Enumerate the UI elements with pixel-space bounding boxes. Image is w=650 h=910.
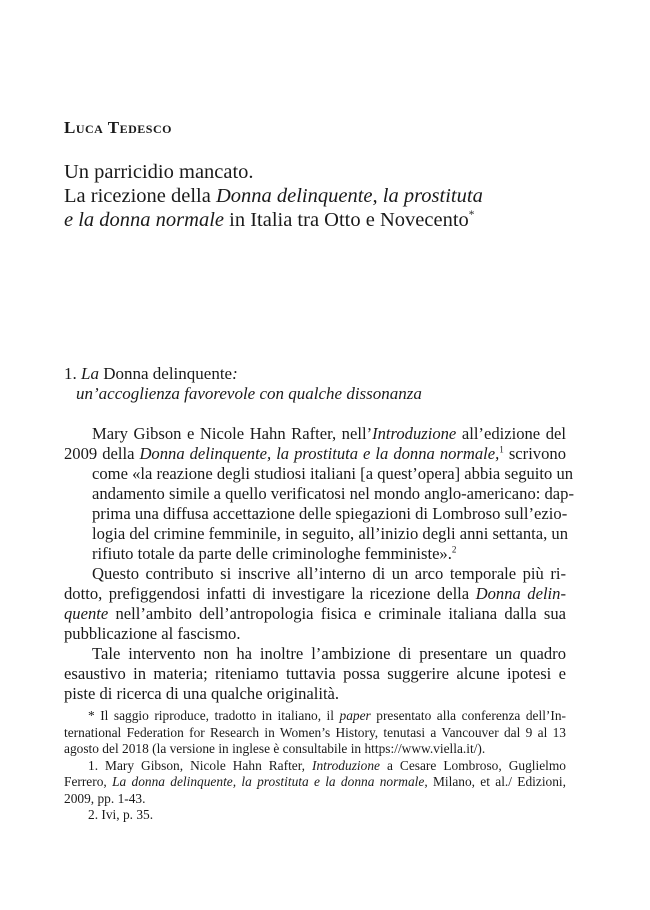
- section-subtitle: un’accoglienza favorevole con qualche dissonanza: [76, 384, 422, 403]
- footnote-line: 2009, pp. 1-43.: [64, 790, 146, 806]
- body-text: [64, 424, 574, 704]
- text-line: 2009 della Donna delinquente, la prostituta e la donna normale,$^1$ scrivono: [64, 444, 566, 463]
- text-line: quente nell’ambito dell’antropologia fisica e criminale italiana dalla sua: [64, 604, 566, 623]
- text-line: logia del crimine femminile, in seguito, all’inizio degli anni settanta, un: [92, 524, 569, 543]
- article-title: [64, 160, 584, 232]
- text-line: andamento simile a quello verificatosi nel mondo anglo-americano: dap-: [92, 484, 574, 503]
- title-line-2: [64, 184, 584, 208]
- footnote-2: 2. Ivi, p. 35.: [88, 807, 154, 822]
- text-line: dotto, prefiggendosi infatti di investigare la ricezione della Donna delin-: [64, 584, 566, 603]
- footnote-star: * Il saggio riproduce, tradotto in italiano, il paper presentato alla conferenza dell’In-: [88, 708, 566, 723]
- title-text: in Italia tra Otto e Novecento: [224, 209, 469, 231]
- title-line-3: [64, 208, 584, 232]
- footnotes: [64, 708, 566, 824]
- text-line: Mary Gibson e Nicole Hahn Rafter, nell’Introduzione all’edizione del: [92, 424, 566, 443]
- section-colon: :: [232, 364, 238, 383]
- text-line: piste di ricerca di una qualche originalità.: [64, 684, 340, 703]
- paragraph-1: [64, 424, 574, 564]
- section-title: Donna delinquente: [98, 364, 233, 383]
- footnote-ref-2[interactable]: 2: [451, 544, 457, 555]
- footnote-ref-1[interactable]: 1: [499, 444, 504, 455]
- paragraph-3: [64, 644, 566, 704]
- paragraph-2: [64, 564, 566, 644]
- footnote-line: agosto del 2018 (la versione in inglese è consultabile in https://www.viella.it/).: [64, 741, 486, 756]
- author-name: Luca Tedesco: [64, 118, 172, 137]
- title-book-name: Donna delinquente, la prostituta: [215, 185, 483, 207]
- footnote-line: ternational Federation for Research in Women’s History, tenutasi a Vancouver dal 9 al 13: [64, 724, 566, 740]
- title-text: La ricezione della: [64, 185, 216, 207]
- footnote-line: Ferrero, La donna delinquente, la prostituta e la donna normale, Milano, et al./ Edizioni,: [64, 774, 566, 789]
- text-line: Tale intervento non ha inoltre l’ambizione di presentare un quadro: [92, 644, 566, 663]
- section-number: 1.: [64, 364, 81, 383]
- title-note-mark[interactable]: *: [468, 209, 475, 222]
- text-line: esaustivo in materia; riteniamo tuttavia possa suggerire alcune ipotesi e: [64, 664, 566, 683]
- title-book-name: e la donna normale: [64, 209, 224, 231]
- text-line: Questo contributo si inscrive all’interno di un arco temporale più ri-: [92, 564, 566, 583]
- text-line: prima una diffusa accettazione delle spiegazioni di Lombroso sull’ezio-: [92, 504, 568, 523]
- text-line: pubblicazione al fascismo.: [64, 624, 241, 643]
- title-line-1: Un parricidio mancato.: [64, 161, 254, 183]
- section-heading: [64, 364, 584, 404]
- text-line: come «la reazione degli studiosi italiani [a quest’opera] abbia seguito un: [92, 464, 574, 483]
- footnote-1: 1. Mary Gibson, Nicole Hahn Rafter, Introduzione a Cesare Lombroso, Guglielmo: [88, 757, 566, 773]
- section-title-italic: La: [81, 364, 99, 383]
- text-line: rifiuto totale da parte delle criminologhe femministe».$^2$: [92, 544, 457, 563]
